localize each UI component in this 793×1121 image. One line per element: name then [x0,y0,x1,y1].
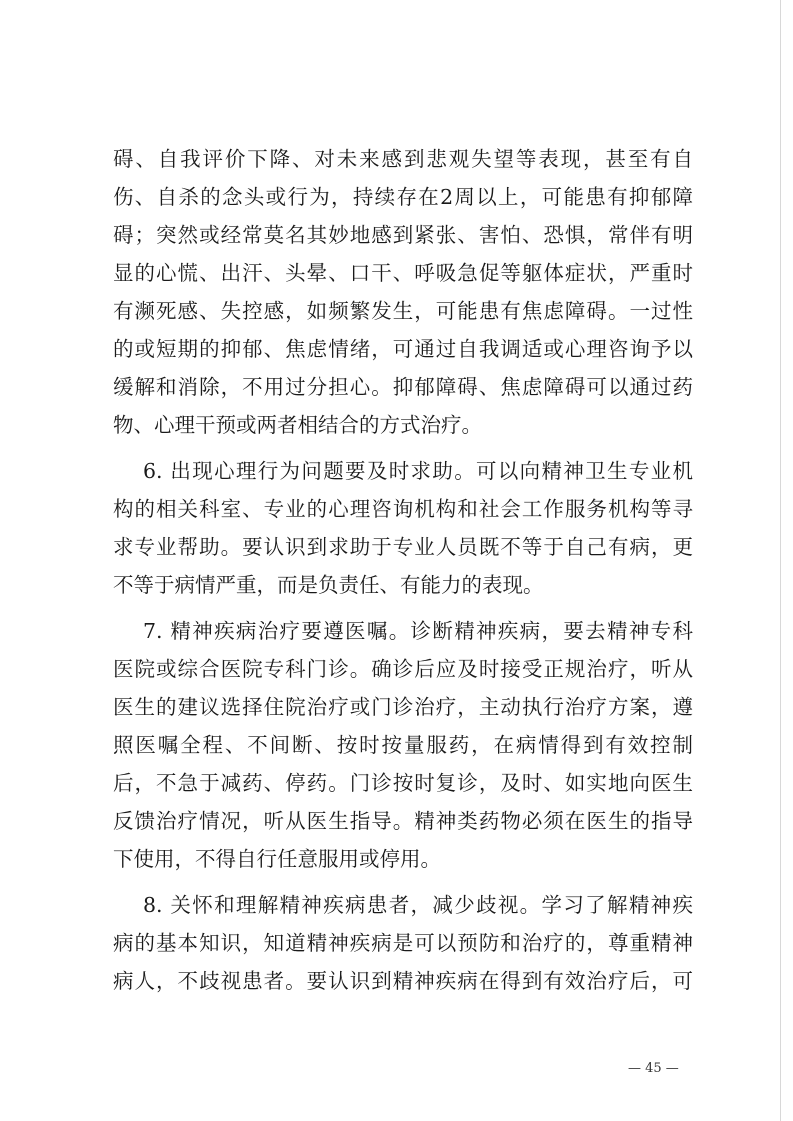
text-line: 病人，不歧视患者。要认识到精神疾病在得到有效治疗后，可 [113,969,693,993]
paragraph-gap [113,604,693,612]
text-line: 求专业帮助。要认识到求助于专业人员既不等于自己有病，更 [113,535,693,559]
paragraph-gap [113,878,693,886]
text-line: 碍；突然或经常莫名其妙地感到紧张、害怕、恐惧，常伴有明 [113,223,693,247]
text-line: 后，不急于减药、停药。门诊按时复诊，及时、如实地向医生 [113,771,693,795]
text-line: 有濒死感、失控感，如频繁发生，可能患有焦虑障碍。一过性 [113,299,693,323]
text-line: 缓解和消除，不用过分担心。抑郁障碍、焦虑障碍可以通过药 [113,375,693,399]
text-line: 医生的建议选择住院治疗或门诊治疗，主动执行治疗方案，遵 [113,695,693,719]
text-line: 6. 出现心理行为问题要及时求助。可以向精神卫生专业机 [143,459,693,483]
paragraph [113,140,693,444]
text-line: 的或短期的抑郁、焦虑情绪，可通过自我调适或心理咨询予以 [113,337,693,361]
text-line: 病的基本知识，知道精神疾病是可以预防和治疗的，尊重精神 [113,931,693,955]
scan-edge-line [780,0,781,1121]
paragraph-gap [113,444,693,452]
page-number: — 45 — [628,1061,679,1076]
text-line: 7. 精神疾病治疗要遵医嘱。诊断精神疾病，要去精神专科 [143,619,693,643]
paragraph [113,612,693,878]
text-line: 显的心慌、出汗、头晕、口干、呼吸急促等躯体症状，严重时 [113,261,693,285]
document-body [113,140,693,1000]
text-line: 医院或综合医院专科门诊。确诊后应及时接受正规治疗，听从 [113,657,693,681]
text-line: 不等于病情严重，而是负责任、有能力的表现。 [113,573,544,597]
text-line: 照医嘱全程、不间断、按时按量服药，在病情得到有效控制 [113,733,693,757]
text-line: 碍、自我评价下降、对未来感到悲观失望等表现，甚至有自 [113,147,693,171]
text-line: 反馈治疗情况，听从医生指导。精神类药物必须在医生的指导 [113,809,693,833]
text-line: 构的相关科室、专业的心理咨询机构和社会工作服务机构等寻 [113,497,693,521]
text-line: 8. 关怀和理解精神疾病患者，减少歧视。学习了解精神疾 [143,893,693,917]
text-line: 物、心理干预或两者相结合的方式治疗。 [113,413,482,437]
text-line: 伤、自杀的念头或行为，持续存在2周以上，可能患有抑郁障 [113,185,693,209]
paragraph [113,452,693,604]
text-line: 下使用，不得自行任意服用或停用。 [113,847,441,871]
paragraph [113,886,693,1000]
